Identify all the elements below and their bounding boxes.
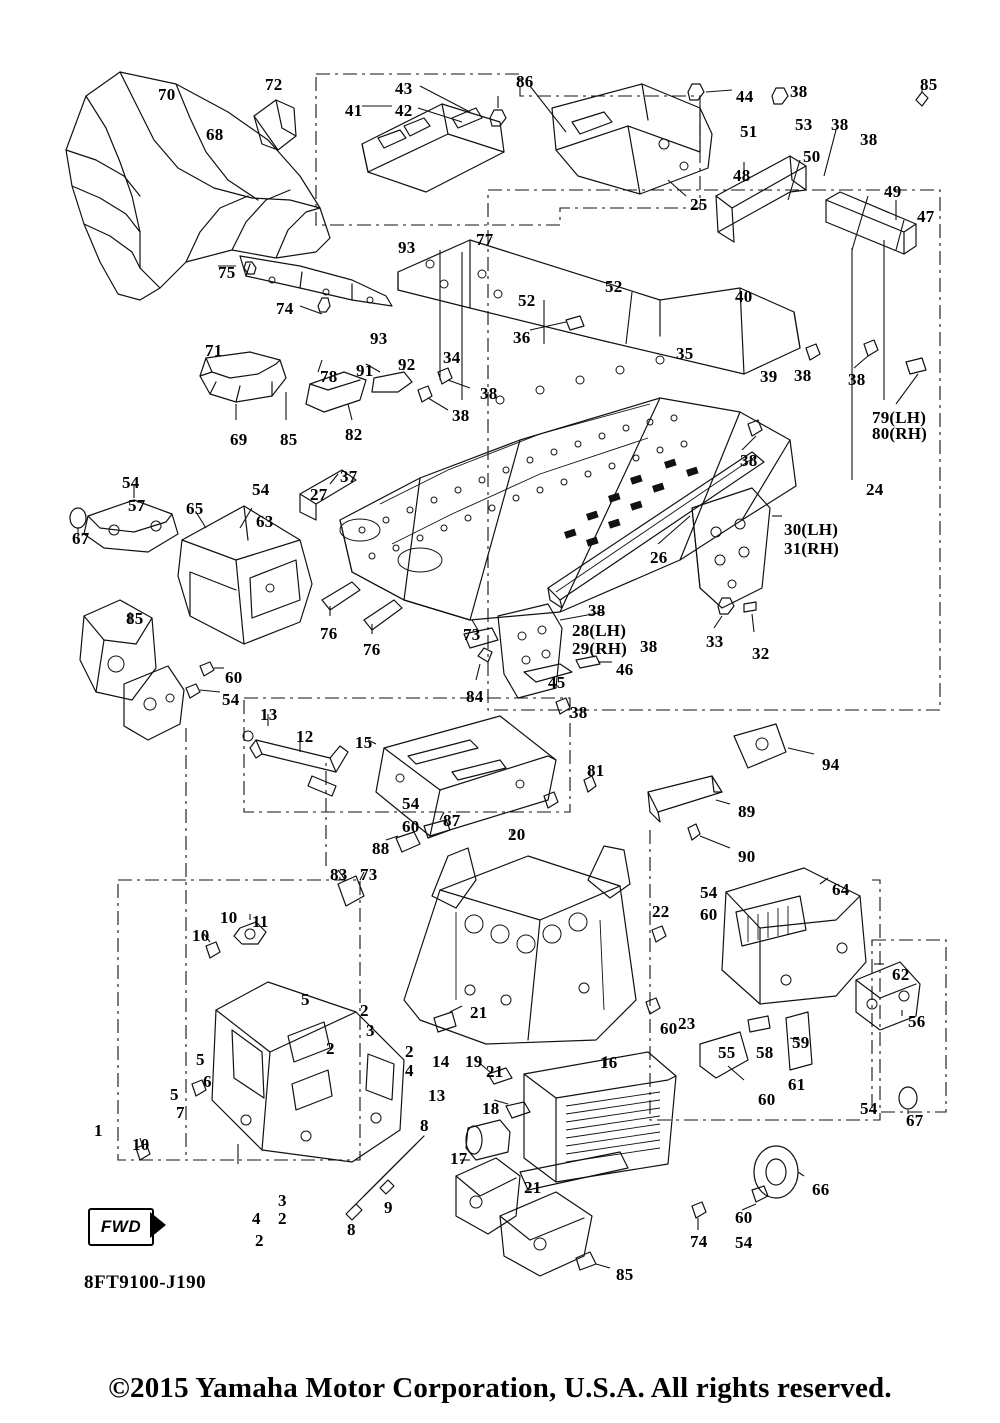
callout-3-b: 3 xyxy=(278,1191,287,1210)
callout-85-a: 85 xyxy=(920,75,938,94)
callout-1: 1 xyxy=(94,1121,103,1140)
callout-38-h: 38 xyxy=(740,451,758,470)
callout-33: 33 xyxy=(706,632,724,651)
fwd-direction-marker xyxy=(88,1208,154,1246)
callout-18: 18 xyxy=(482,1099,500,1118)
callout-37: 37 xyxy=(340,467,358,486)
callout-8-a: 8 xyxy=(420,1116,429,1135)
callout-76-a: 76 xyxy=(320,624,338,643)
callout-38-a: 38 xyxy=(790,82,808,101)
callout-54-e: 54 xyxy=(700,883,718,902)
callout-74-b: 74 xyxy=(690,1232,708,1251)
callout-62: 62 xyxy=(892,965,910,984)
callout-74-a: 74 xyxy=(276,299,294,318)
callout-10-c: 10 xyxy=(132,1135,150,1154)
callout-3-a: 3 xyxy=(366,1021,375,1040)
callout-57: 57 xyxy=(128,496,146,515)
callout-43: 43 xyxy=(395,79,413,98)
callout-68: 68 xyxy=(206,125,224,144)
callout-50: 50 xyxy=(803,147,821,166)
callout-73-a: 73 xyxy=(463,625,481,644)
callout-28-lh: 28(LH) xyxy=(572,621,627,640)
callout-76-b: 76 xyxy=(363,640,381,659)
callout-79-lh: 79(LH) xyxy=(872,408,927,427)
callout-38-i: 38 xyxy=(588,601,606,620)
callout-5-b: 5 xyxy=(196,1050,205,1069)
callout-73-b: 73 xyxy=(360,865,378,884)
callout-54-f: 54 xyxy=(860,1099,878,1118)
callout-12: 12 xyxy=(296,727,314,746)
callout-7: 7 xyxy=(176,1103,185,1122)
callout-60-c: 60 xyxy=(700,905,718,924)
callout-13-b: 13 xyxy=(428,1086,446,1105)
callout-44: 44 xyxy=(736,87,754,106)
callout-22: 22 xyxy=(652,902,670,921)
callout-39: 39 xyxy=(760,367,778,386)
callout-45: 45 xyxy=(548,673,566,692)
callout-9: 9 xyxy=(384,1198,393,1217)
callout-35: 35 xyxy=(676,344,694,363)
callout-38-c: 38 xyxy=(860,130,878,149)
callout-60-f: 60 xyxy=(735,1208,753,1227)
callout-65: 65 xyxy=(186,499,204,518)
callout-92: 92 xyxy=(398,355,416,374)
callout-82: 82 xyxy=(345,425,363,444)
callout-38-k: 38 xyxy=(570,703,588,722)
callout-38-e: 38 xyxy=(848,370,866,389)
callout-54-a: 54 xyxy=(122,473,140,492)
callout-27: 27 xyxy=(310,485,328,504)
callout-67-a: 67 xyxy=(72,529,90,548)
part-diagram-code: 8FT9100-J190 xyxy=(84,1272,207,1293)
callout-25: 25 xyxy=(690,195,708,214)
callout-89: 89 xyxy=(738,802,756,821)
callout-67-b: 67 xyxy=(906,1111,924,1130)
callout-4-b: 4 xyxy=(252,1209,261,1228)
callout-54-b: 54 xyxy=(252,480,270,499)
callout-2-a: 2 xyxy=(360,1001,369,1020)
callout-83: 83 xyxy=(330,865,348,884)
callout-52-a: 52 xyxy=(518,291,536,310)
callout-24: 24 xyxy=(866,480,884,499)
callout-63: 63 xyxy=(256,512,274,531)
callout-56: 56 xyxy=(908,1012,926,1031)
callout-60-a: 60 xyxy=(225,668,243,687)
callout-41: 41 xyxy=(345,101,363,120)
callout-48: 48 xyxy=(733,166,751,185)
callout-38-d: 38 xyxy=(794,366,812,385)
callout-34: 34 xyxy=(443,348,461,367)
callout-23: 23 xyxy=(678,1014,696,1033)
callout-10-a: 10 xyxy=(220,908,238,927)
callout-54-g: 54 xyxy=(735,1233,753,1252)
callout-77: 77 xyxy=(476,230,494,249)
callout-14: 14 xyxy=(432,1052,450,1071)
callout-31-rh: 31(RH) xyxy=(784,539,840,558)
callout-60-b: 60 xyxy=(402,817,420,836)
callout-54-c: 54 xyxy=(222,690,240,709)
callout-2-b: 2 xyxy=(405,1042,414,1061)
callout-38-f: 38 xyxy=(480,384,498,403)
callout-16: 16 xyxy=(600,1053,618,1072)
callout-93-a: 93 xyxy=(398,238,416,257)
callout-40: 40 xyxy=(735,287,753,306)
callout-20: 20 xyxy=(508,825,526,844)
callout-94: 94 xyxy=(822,755,840,774)
callout-86: 86 xyxy=(516,72,534,91)
copyright-notice: ©2015 Yamaha Motor Corporation, U.S.A. All rights reserved. xyxy=(108,1372,892,1404)
callout-15: 15 xyxy=(355,733,373,752)
callout-91: 91 xyxy=(356,361,374,380)
callout-75: 75 xyxy=(218,263,236,282)
callout-13-a: 13 xyxy=(260,705,278,724)
callout-5-a: 5 xyxy=(301,990,310,1009)
fwd-arrow-icon xyxy=(150,1212,166,1238)
callout-69: 69 xyxy=(230,430,248,449)
callout-19: 19 xyxy=(465,1052,483,1071)
callout-51: 51 xyxy=(740,122,758,141)
callout-17: 17 xyxy=(450,1149,468,1168)
callout-64: 64 xyxy=(832,880,850,899)
callout-84: 84 xyxy=(466,687,484,706)
callout-29-rh: 29(RH) xyxy=(572,639,628,658)
callout-5-c: 5 xyxy=(170,1085,179,1104)
callout-10-b: 10 xyxy=(192,926,210,945)
callout-26: 26 xyxy=(650,548,668,567)
callout-71: 71 xyxy=(205,341,223,360)
callout-21-c: 21 xyxy=(524,1178,542,1197)
callout-2-c: 2 xyxy=(326,1039,335,1058)
callout-52-b: 52 xyxy=(605,277,623,296)
callout-21-a: 21 xyxy=(470,1003,488,1022)
callout-2-d: 2 xyxy=(278,1209,287,1228)
callout-38-j: 38 xyxy=(640,637,658,656)
callout-58: 58 xyxy=(756,1043,774,1062)
callout-11: 11 xyxy=(252,912,269,931)
callout-85-c: 85 xyxy=(126,609,144,628)
callout-60-d: 60 xyxy=(660,1019,678,1038)
callout-81: 81 xyxy=(587,761,605,780)
callout-59: 59 xyxy=(792,1033,810,1052)
callout-42: 42 xyxy=(395,101,413,120)
callout-4-a: 4 xyxy=(405,1061,414,1080)
callout-88: 88 xyxy=(372,839,390,858)
fwd-label: FWD xyxy=(100,1217,142,1236)
callout-8-b: 8 xyxy=(347,1220,356,1239)
callout-85-b: 85 xyxy=(280,430,298,449)
callout-32: 32 xyxy=(752,644,770,663)
callout-85-d: 85 xyxy=(616,1265,634,1284)
callout-66: 66 xyxy=(812,1180,830,1199)
callout-55: 55 xyxy=(718,1043,736,1062)
callout-49: 49 xyxy=(884,182,902,201)
callout-36: 36 xyxy=(513,328,531,347)
callout-90: 90 xyxy=(738,847,756,866)
callout-2-e: 2 xyxy=(255,1231,264,1250)
callout-78: 78 xyxy=(320,367,338,386)
callout-60-e: 60 xyxy=(758,1090,776,1109)
callout-38-b: 38 xyxy=(831,115,849,134)
callout-93-b: 93 xyxy=(370,329,388,348)
callout-80-rh: 80(RH) xyxy=(872,424,928,443)
callout-72: 72 xyxy=(265,75,283,94)
callout-6: 6 xyxy=(203,1072,212,1091)
callout-47: 47 xyxy=(917,207,935,226)
callout-21-b: 21 xyxy=(486,1062,504,1081)
callout-53: 53 xyxy=(795,115,813,134)
callout-61: 61 xyxy=(788,1075,806,1094)
callout-30-lh: 30(LH) xyxy=(784,520,839,539)
callout-87: 87 xyxy=(443,811,461,830)
callout-38-g: 38 xyxy=(452,406,470,425)
callout-70: 70 xyxy=(158,85,176,104)
callout-54-d: 54 xyxy=(402,794,420,813)
callout-46: 46 xyxy=(616,660,634,679)
